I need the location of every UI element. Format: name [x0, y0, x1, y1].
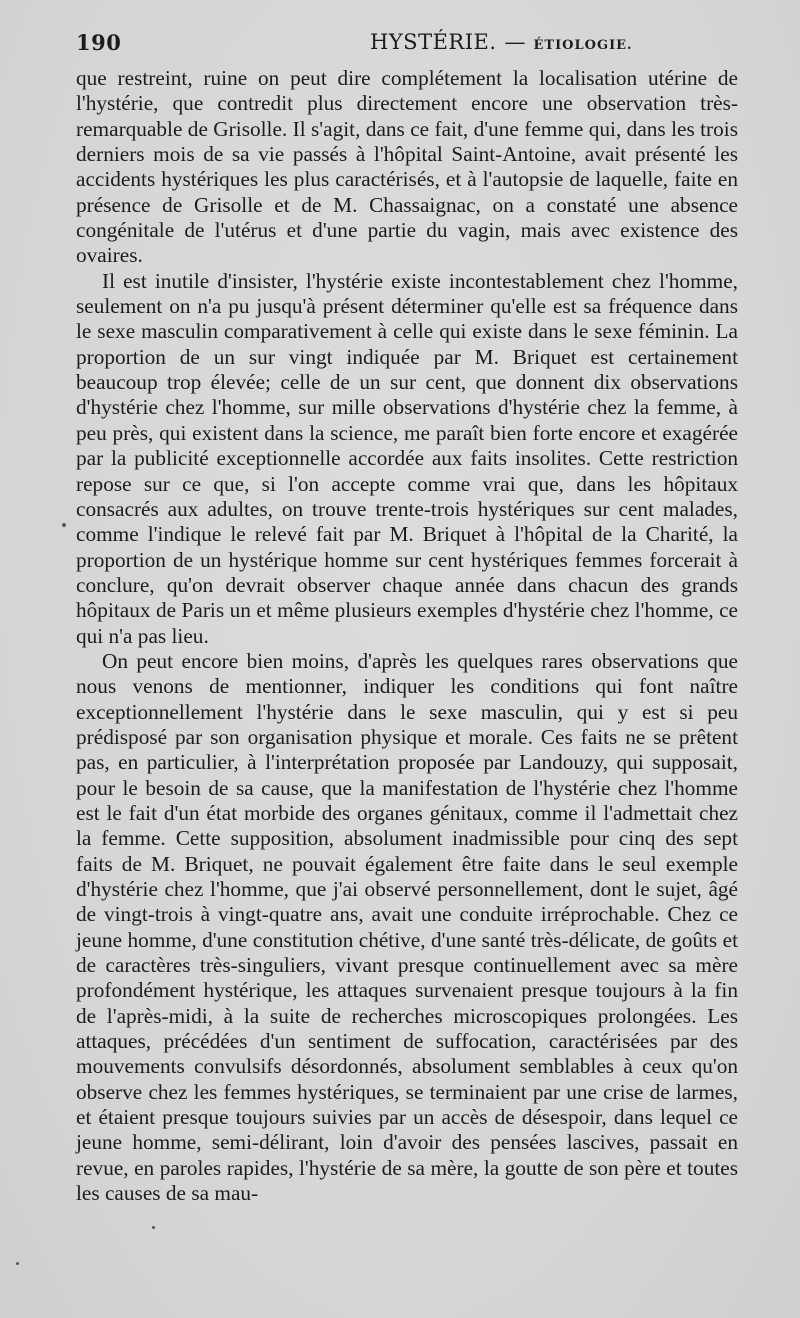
- running-title-section: ÉTIOLOGIE.: [533, 38, 633, 53]
- page-header: [74, 30, 740, 64]
- paragraph-continued: que restreint, ruine on peut dire complétement la localisation utérine de l'hystérie, que contredit plus directement encore une observation très-remarquable de Grisolle. Il s'agit, dans ce fait, d'une femme qui, dans les trois derniers mois de sa vie passés à l'hôpital Saint-Antoine, avait présenté les accidents hystériques les plus caractérisés, et à l'autopsie de laquelle, faite en présence de Grisolle et de M. Chassaignac, on a constaté une absence congénitale de l'utérus et d'une partie du vagin, mais avec existence des ovaires.: [76, 66, 738, 268]
- running-title: [370, 30, 633, 54]
- running-title-main: HYSTÉRIE.: [370, 30, 497, 54]
- paragraph-conditions: On peut encore bien moins, d'après les quelques rares observations que nous venons de mentionner, indiquer les conditions qui font naître exceptionnellement l'hystérie dans le sexe masculin, qui y est si peu prédisposé par son organisation physique et morale. Ces faits ne se prêtent pas, en particulier, à l'interprétation proposée par Landouzy, qui supposait, pour le besoin de sa cause, que la manifestation de l'hystérie chez l'homme est le fait d'un état morbide des organes génitaux, comme il l'admettait chez la femme. Cette supposition, absolument inadmissible pour cinq des sept faits de M. Briquet, ne pouvait également être faite dans le seul exemple d'hystérie chez l'homme, que j'ai observé personnellement, dont le sujet, âgé de vingt-trois à vingt-quatre ans, avait une conduite irréprochable. Chez ce jeune homme, d'une constitution chétive, d'une santé très-délicate, de goûts et de caractères très-singuliers, vivant presque continuellement avec sa mère profondément hystérique, les attaques survenaient presque toujours à la fin de l'après-midi, à la suite de recherches microscopiques prolongées. Les attaques, précédées d'un sentiment de suffocation, caractérisées par des mouvements convulsifs désordonnés, absolument semblables à ceux qu'on observe chez les femmes hystériques, se terminaient par une crise de larmes, et étaient presque toujours suivies par un accès de désespoir, dans lequel ce jeune homme, semi-délirant, loin d'avoir des pensées lascives, passait en revue, en paroles rapides, l'hystérie de sa mère, la goutte de son père et toutes les causes de sa mau-: [76, 648, 738, 1206]
- print-speck: [62, 523, 66, 527]
- print-speck: [152, 1226, 155, 1229]
- running-title-dash: —: [504, 30, 526, 54]
- page-number: 190: [76, 30, 122, 55]
- body-text: [76, 66, 738, 1206]
- print-speck: [16, 1262, 19, 1265]
- paragraph-hysteria-in-men: Il est inutile d'insister, l'hystérie existe incontestablement chez l'homme, seulement on n'a pu jusqu'à présent déterminer qu'elle est sa fréquence dans le sexe masculin comparativement à celle qui existe dans le sexe féminin. La proportion de un sur vingt indiquée par M. Briquet est certainement beaucoup trop élevée; celle de un sur cent, que donnent dix observations d'hystérie chez l'homme, sur mille observations d'hystérie chez la femme, à peu près, qui existent dans la science, me paraît bien forte encore et exagérée par la publicité exceptionnelle accordée aux faits insolites. Cette restriction repose sur ce que, si l'on accepte comme vrai que, dans les hôpitaux consacrés aux adultes, on trouve trente-trois hystériques sur cent malades, comme l'indique le relevé fait par M. Briquet à l'hôpital de la Charité, la proportion de un hystérique homme sur cent hystériques femmes forcerait à conclure, qu'on devrait observer chaque année dans chacun des grands hôpitaux de Paris un et même plusieurs exemples d'hystérie chez l'homme, ce qui n'a pas lieu.: [76, 268, 738, 648]
